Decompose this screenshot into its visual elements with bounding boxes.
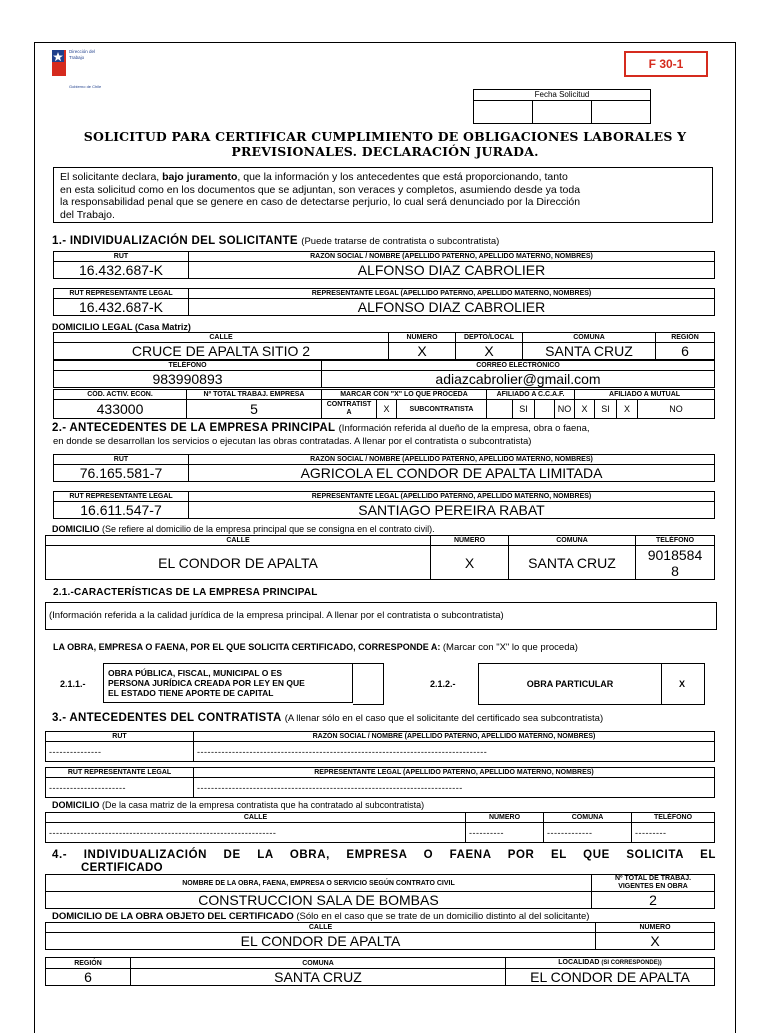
s1-razon[interactable]: ALFONSO DIAZ CABROLIER xyxy=(189,262,715,279)
s1-rep-table xyxy=(53,288,715,316)
s1-rut[interactable]: 16.432.687-K xyxy=(54,262,189,279)
title-line1: SOLICITUD PARA CERTIFICAR CUMPLIMIENTO DE OBLIGACIONES LABORALES Y xyxy=(83,129,687,144)
s2-numero[interactable]: X xyxy=(431,546,509,580)
s2-h-rut: RUT xyxy=(54,455,189,465)
s3-razon[interactable]: ----------------------------------------------------------------------------------- xyxy=(194,742,715,762)
fecha-solicitud-table xyxy=(473,89,651,124)
s1-h-calle: CALLE xyxy=(54,333,389,343)
s2-rep[interactable]: SANTIAGO PEREIRA RABAT xyxy=(189,502,715,519)
s4-localidad[interactable]: EL CONDOR DE APALTA xyxy=(506,969,715,986)
s3-h-telefono: TELÉFONO xyxy=(632,813,715,823)
s1-mutual-no-group xyxy=(617,400,715,419)
s4-domicilio-note: (Sólo en el caso que se trate de un domicilio distinto al del solicitante) xyxy=(296,911,590,922)
s2-rut[interactable]: 76.165.581-7 xyxy=(54,465,189,482)
s1-cod[interactable]: 433000 xyxy=(54,400,187,419)
declaration-line1-pre: El solicitante declara, xyxy=(60,171,163,183)
s2-h-calle: CALLE xyxy=(46,536,431,546)
s1-h-razon: RAZÓN SOCIAL / NOMBRE (APELLIDO PATERNO, APELLIDO MATERNO, NOMBRES) xyxy=(189,252,715,262)
s1-mutual-si-x[interactable]: X xyxy=(617,400,638,418)
s21-info: (Información referida a la calidad jurídica de la empresa principal. A llenar por el contratista o subcontratista) xyxy=(49,610,504,621)
s4-h-total1: Nº TOTAL DE TRABAJ. xyxy=(614,875,692,882)
s2-h-telefono: TELÉFONO xyxy=(636,536,715,546)
s1-domicilio-label: DOMICILIO LEGAL (Casa Matriz) xyxy=(52,322,191,332)
s2-h-razon: RAZÓN SOCIAL / NOMBRE (APELLIDO PATERNO, APELLIDO MATERNO, NOMBRES) xyxy=(189,455,715,465)
s3-rep[interactable]: ---------------------------------------------------------------------------- xyxy=(194,778,715,798)
s2-h-rep: REPRESENTANTE LEGAL (APELLIDO PATERNO, APELLIDO MATERNO, NOMBRES) xyxy=(189,492,715,502)
s3-h-razon: RAZÓN SOCIAL / NOMBRE (APELLIDO PATERNO, APELLIDO MATERNO, NOMBRES) xyxy=(194,732,715,742)
s4-domicilio xyxy=(52,911,589,922)
s4-obra-table xyxy=(45,874,715,909)
s3-note: (A llenar sólo en el caso que el solicitante del certificado sea subcontratista) xyxy=(284,713,604,724)
fecha-mes[interactable] xyxy=(533,101,592,124)
s1-h-rep: REPRESENTANTE LEGAL (APELLIDO PATERNO, APELLIDO MATERNO, NOMBRES) xyxy=(189,289,715,299)
s4-h-total2: VIGENTES EN OBRA xyxy=(618,883,688,890)
s3-rut[interactable]: --------------- xyxy=(46,742,194,762)
s2-rep-table xyxy=(53,491,715,519)
s1-h-depto: DEPTO/LOCAL xyxy=(456,333,523,343)
s3-rep-table xyxy=(45,767,715,798)
s4-nombre[interactable]: CONSTRUCCION SALA DE BOMBAS xyxy=(46,892,592,909)
s2-telefono2: 8 xyxy=(671,562,679,579)
s4-h-localidad-note: (SI CORRESPONDE)) xyxy=(601,960,662,966)
s2-domicilio-note: (Se refiere al domicilio de la empresa principal que se consigna en el contrato civil). xyxy=(102,524,435,534)
s21-obra-label: LA OBRA, EMPRESA O FAENA, POR EL QUE SOLICITA CERTIFICADO, CORRESPONDE A: xyxy=(53,642,441,652)
s2-telefono[interactable] xyxy=(636,546,715,580)
s2-title-text: 2.- ANTECEDENTES DE LA EMPRESA PRINCIPAL xyxy=(52,422,336,434)
s1-h-total: Nº TOTAL TRABAJ. EMPRESA xyxy=(187,390,322,400)
s2-rut-table xyxy=(53,454,715,482)
s2-title xyxy=(52,422,590,434)
s4-domicilio-label: DOMICILIO DE LA OBRA OBJETO DEL CERTIFICADO xyxy=(52,911,294,922)
s3-telefono[interactable]: --------- xyxy=(632,823,715,843)
s1-ccaf-si-mark[interactable] xyxy=(535,400,555,419)
s4-h-calle: CALLE xyxy=(46,923,596,933)
s1-title-text: 1.- INDIVIDUALIZACIÓN DEL SOLICITANTE xyxy=(52,235,298,247)
s1-h-correo: CORREO ELECTRÓNICO xyxy=(322,361,715,371)
s2-note1: (Información referida al dueño de la empresa, obra o faena, xyxy=(338,423,590,434)
s4-title1: 4.- INDIVIDUALIZACIÓN DE LA OBRA, EMPRESA O FAENA POR EL QUE SOLICITA EL xyxy=(52,849,716,861)
s3-h-comuna: COMUNA xyxy=(544,813,632,823)
form-code: F 30-1 xyxy=(648,57,684,71)
s1-activ-table xyxy=(53,389,715,419)
s3-h-numero: NÚMERO xyxy=(466,813,544,823)
s4-title2: CERTIFICADO xyxy=(81,862,163,874)
s1-mutual-no: NO xyxy=(669,404,683,414)
s3-domicilio-note: (De la casa matriz de la empresa contratista que ha contratado al subcontratista) xyxy=(102,800,425,810)
s1-h-rut: RUT xyxy=(54,252,189,262)
s1-calle[interactable]: CRUCE DE APALTA SITIO 2 xyxy=(54,343,389,360)
s21-o211-text3: EL ESTADO TIENE APORTE DE CAPITAL xyxy=(108,688,274,698)
s1-domicilio-table xyxy=(53,332,715,360)
s2-calle[interactable]: EL CONDOR DE APALTA xyxy=(46,546,431,580)
s3-h-rut: RUT xyxy=(46,732,194,742)
s2-domicilio-label: DOMICILIO xyxy=(52,524,100,534)
s1-contratista-mark[interactable]: X xyxy=(377,400,397,419)
s1-h-rut-rep: RUT REPRESENTANTE LEGAL xyxy=(54,289,189,299)
s1-title xyxy=(52,235,499,247)
declaration-line3: la responsabilidad penal que se genere en caso de detectarse perjurio, lo cual será denunciado por la Dirección xyxy=(60,196,581,208)
s4-domicilio-table xyxy=(45,922,715,950)
s1-h-ccaf: AFILIADO A C.C.A.F. xyxy=(487,390,575,400)
s2-rut-rep[interactable]: 16.611.547-7 xyxy=(54,502,189,519)
s3-rut-rep[interactable]: ---------------------- xyxy=(46,778,194,798)
s2-domicilio xyxy=(52,524,435,534)
s3-h-rep: REPRESENTANTE LEGAL (APELLIDO PATERNO, APELLIDO MATERNO, NOMBRES) xyxy=(194,768,715,778)
declaration-box xyxy=(53,167,713,223)
s1-subcontratista-mark[interactable] xyxy=(487,400,513,419)
s3-comuna[interactable]: ------------- xyxy=(544,823,632,843)
s3-numero[interactable]: ---------- xyxy=(466,823,544,843)
s2-domicilio-table xyxy=(45,535,715,580)
declaration-line4: del Trabajo. xyxy=(60,208,115,221)
s1-h-region: REGIÓN xyxy=(656,333,715,343)
s1-rut-rep[interactable]: 16.432.687-K xyxy=(54,299,189,316)
s4-h-localidad xyxy=(506,958,715,969)
s1-total[interactable]: 5 xyxy=(187,400,322,419)
s4-calle[interactable]: EL CONDOR DE APALTA xyxy=(46,933,596,950)
page-title xyxy=(40,129,730,159)
s21-obra xyxy=(53,642,578,653)
s4-h-numero: NÚMERO xyxy=(596,923,715,933)
s21-o211-text2: PERSONA JURÍDICA CREADA POR LEY EN QUE xyxy=(108,678,305,688)
s4-h-total xyxy=(592,875,715,892)
s21-o212-mark: X xyxy=(678,679,685,689)
s2-razon[interactable]: AGRICOLA EL CONDOR DE APALTA LIMITADA xyxy=(189,465,715,482)
logo-line3: Gobierno de Chile xyxy=(69,84,102,89)
form-code-box xyxy=(624,51,708,77)
s21-info-box xyxy=(45,602,717,630)
s1-ccaf-no: NO xyxy=(555,400,575,419)
s1-contratista-label1: CONTRATIST xyxy=(326,401,372,408)
s4-region-table xyxy=(45,957,715,986)
s1-comuna[interactable]: SANTA CRUZ xyxy=(523,343,656,360)
s21-o212-mark-box[interactable] xyxy=(660,663,705,705)
logo-line1: Dirección del xyxy=(69,49,96,54)
s21-o211-mark[interactable] xyxy=(353,663,384,705)
s1-correo[interactable]: adiazcabrolier@gmail.com xyxy=(322,371,715,388)
s3-rut-table xyxy=(45,731,715,762)
s1-h-numero: NÚMERO xyxy=(389,333,456,343)
declaration-bold: bajo juramento xyxy=(162,171,238,183)
declaration-line1-post: , que la información y los antecedentes que está proporcionando, tanto xyxy=(237,171,568,183)
s1-mutual-si: SI xyxy=(595,400,617,419)
declaration-line2: en esta solicitud como en los documentos que se adjuntan, son veraces y completos, asumiendo desde ya toda xyxy=(60,183,581,196)
s1-note: (Puede tratarse de contratista o subcontratista) xyxy=(301,236,500,247)
s3-domicilio-table xyxy=(45,812,715,843)
s2-telefono1: 9018584 xyxy=(647,546,703,563)
s4-h-localidad-text: LOCALIDAD xyxy=(558,959,600,966)
s2-comuna[interactable]: SANTA CRUZ xyxy=(509,546,636,580)
s2-note2: en donde se desarrollan los servicios o ejecutan las obras contratadas. A llenar por el contratista o subcontratista) xyxy=(53,436,532,447)
s1-ccaf-si: SI xyxy=(513,400,535,419)
s3-calle[interactable]: ----------------------------------------------------------------- xyxy=(46,823,466,843)
s1-rut-table xyxy=(53,251,715,279)
s1-contratista-label2: A xyxy=(346,409,352,416)
s4-comuna[interactable]: SANTA CRUZ xyxy=(131,969,506,986)
s21-o211-box xyxy=(103,663,353,703)
s21-o211: 2.1.1.- xyxy=(60,679,86,689)
s1-subcontratista-label: SUBCONTRATISTA xyxy=(397,400,487,419)
s1-depto[interactable]: X xyxy=(456,343,523,360)
s1-ccaf-no-mark[interactable]: X xyxy=(575,400,595,419)
s21-obra-note: (Marcar con "X" lo que proceda) xyxy=(442,642,578,653)
s4-h-region: REGIÓN xyxy=(46,958,131,969)
s3-h-calle: CALLE xyxy=(46,813,466,823)
s1-numero[interactable]: X xyxy=(389,343,456,360)
s4-region[interactable]: 6 xyxy=(46,969,131,986)
s1-h-marcar: MARCAR CON "X" LO QUE PROCEDA xyxy=(322,390,487,400)
s1-h-cod: CÓD. ACTIV. ECON. xyxy=(54,390,187,400)
s3-domicilio-label: DOMICILIO xyxy=(52,800,100,810)
s1-region[interactable]: 6 xyxy=(656,343,715,360)
fecha-dia[interactable] xyxy=(474,101,533,124)
s2-h-numero: NÚMERO xyxy=(431,536,509,546)
s2-h-rut-rep: RUT REPRESENTANTE LEGAL xyxy=(54,492,189,502)
s1-contratista-label xyxy=(322,400,377,419)
s21-o212-box xyxy=(478,663,662,705)
s1-telefono[interactable]: 983990893 xyxy=(54,371,322,388)
gobierno-logo xyxy=(52,46,102,90)
s21-o212-text: OBRA PARTICULAR xyxy=(526,679,614,689)
s3-domicilio xyxy=(52,800,424,810)
s2-h-comuna: COMUNA xyxy=(509,536,636,546)
s4-title xyxy=(52,849,716,875)
s1-h-comuna: COMUNA xyxy=(523,333,656,343)
s1-rep[interactable]: ALFONSO DIAZ CABROLIER xyxy=(189,299,715,316)
s3-title xyxy=(52,712,603,724)
s21-title: 2.1.-CARACTERÍSTICAS DE LA EMPRESA PRINCIPAL xyxy=(53,587,318,598)
s1-h-telefono: TELÉFONO xyxy=(54,361,322,371)
s1-contacto-table xyxy=(53,360,715,388)
s3-h-rut-rep: RUT REPRESENTANTE LEGAL xyxy=(46,768,194,778)
title-line2: PREVISIONALES. DECLARACIÓN JURADA. xyxy=(231,144,539,159)
s21-o211-text1: OBRA PÚBLICA, FISCAL, MUNICIPAL O ES xyxy=(108,668,283,678)
s21-o212: 2.1.2.- xyxy=(430,679,456,689)
s3-title-text: 3.- ANTECEDENTES DEL CONTRATISTA xyxy=(52,712,282,724)
s4-h-nombre: NOMBRE DE LA OBRA, FAENA, EMPRESA O SERVICIO SEGÚN CONTRATO CIVIL xyxy=(46,875,592,892)
s1-h-mutual: AFILIADO A MUTUAL xyxy=(575,390,715,400)
fecha-anio[interactable] xyxy=(592,101,651,124)
s4-numero[interactable]: X xyxy=(596,933,715,950)
fecha-solicitud-label: Fecha Solicitud xyxy=(474,90,651,101)
logo-line2: Trabajo xyxy=(69,55,85,60)
s4-total[interactable]: 2 xyxy=(592,892,715,909)
s4-h-comuna: COMUNA xyxy=(131,958,506,969)
